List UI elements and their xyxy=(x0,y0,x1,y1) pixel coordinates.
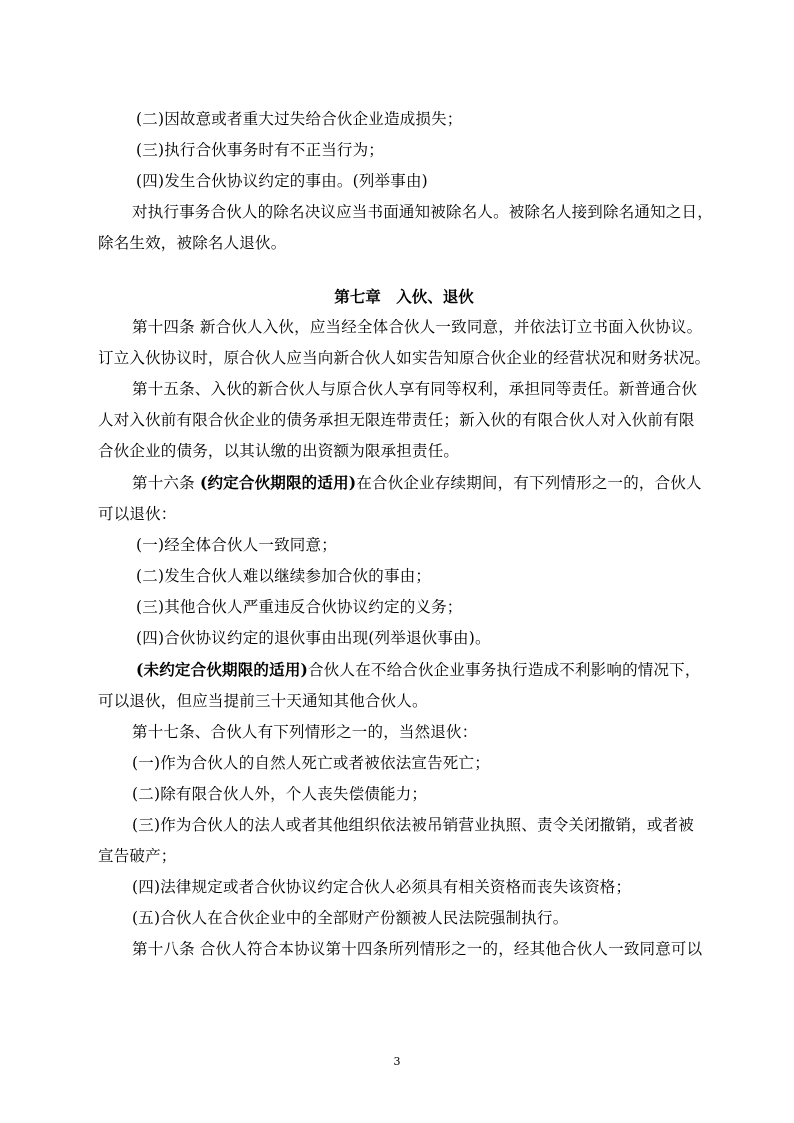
paragraph-line: 可以退伙，但应当提前三十天通知其他合伙人。 xyxy=(98,692,428,710)
paragraph-text: 合伙人在不给合伙企业事务执行造成不利影响的情况下， xyxy=(308,661,701,679)
clause-item-2: (二)因故意或者重大过失给合伙企业造成损失； xyxy=(136,110,463,128)
article-16-line xyxy=(98,467,710,499)
paragraph-line: 对执行事务合伙人的除名决议应当书面通知被除名人。被除名人接到除名通知之日， xyxy=(132,203,713,221)
paragraph-line xyxy=(98,654,710,686)
bold-note: (约定合伙期限的适用) xyxy=(199,473,357,492)
article-16-line: 可以退伙： xyxy=(98,505,177,523)
clause-item-3: (三)执行合伙事务时有不正当行为； xyxy=(136,141,384,159)
article-text: 在合伙企业存续期间，有下列情形之一的，合伙人 xyxy=(356,474,702,492)
article-14-line: 第十四条 新合伙人入伙，应当经全体合伙人一致同意，并依法订立书面入伙协议。 xyxy=(132,318,703,336)
article-15-line: 第十五条、入伙的新合伙人与原合伙人享有同等权利，承担同等责任。新普通合伙 xyxy=(132,380,698,398)
bold-note: (未约定合伙期限的适用) xyxy=(136,660,309,679)
article-18-line: 第十八条 合伙人符合本协议第十四条所列情形之一的，经其他合伙人一致同意可以 xyxy=(132,940,703,958)
list-item: 宣告破产； xyxy=(98,847,177,865)
list-item: (二)发生合伙人难以继续参加合伙的事由； xyxy=(136,567,432,585)
chapter-heading: 第七章 入伙、退伙 xyxy=(334,287,474,306)
list-item: (一)作为合伙人的自然人死亡或者被依法宣告死亡； xyxy=(132,754,490,772)
list-item: (二)除有限合伙人外，个人丧失偿债能力； xyxy=(132,785,428,803)
paragraph-line: 除名生效，被除名人退伙。 xyxy=(98,234,287,252)
clause-item-4: (四)发生合伙协议约定的事由。(列举事由) xyxy=(136,172,428,190)
list-item: (一)经全体合伙人一致同意； xyxy=(136,536,337,554)
article-17-line: 第十七条、合伙人有下列情形之一的，当然退伙： xyxy=(132,723,478,741)
document-body xyxy=(98,104,713,965)
list-item: (三)作为合伙人的法人或者其他组织依法被吊销营业执照、责令关闭撤销，或者被 xyxy=(132,816,694,834)
page-number: 3 xyxy=(393,1055,401,1068)
list-item: (五)合伙人在合伙企业中的全部财产份额被人民法院强制执行。 xyxy=(132,909,569,927)
list-item: (四)法律规定或者合伙协议约定合伙人必须具有相关资格而丧失该资格； xyxy=(132,878,632,896)
article-14-line: 订立入伙协议时，原合伙人应当向新合伙人如实告知原合伙企业的经营状况和财务状况。 xyxy=(98,349,711,367)
list-item: (四)合伙协议约定的退伙事由出现(列举退伙事由)。 xyxy=(136,629,491,647)
article-number: 第十六条 xyxy=(132,474,200,492)
article-15-line: 人对入伙前有限合伙企业的债务承担无限连带责任；新入伙的有限合伙人对入伙前有限 xyxy=(98,411,695,429)
article-15-line: 合伙企业的债务，以其认缴的出资额为限承担责任。 xyxy=(98,442,460,460)
list-item: (三)其他合伙人严重违反合伙协议约定的义务； xyxy=(136,598,463,616)
